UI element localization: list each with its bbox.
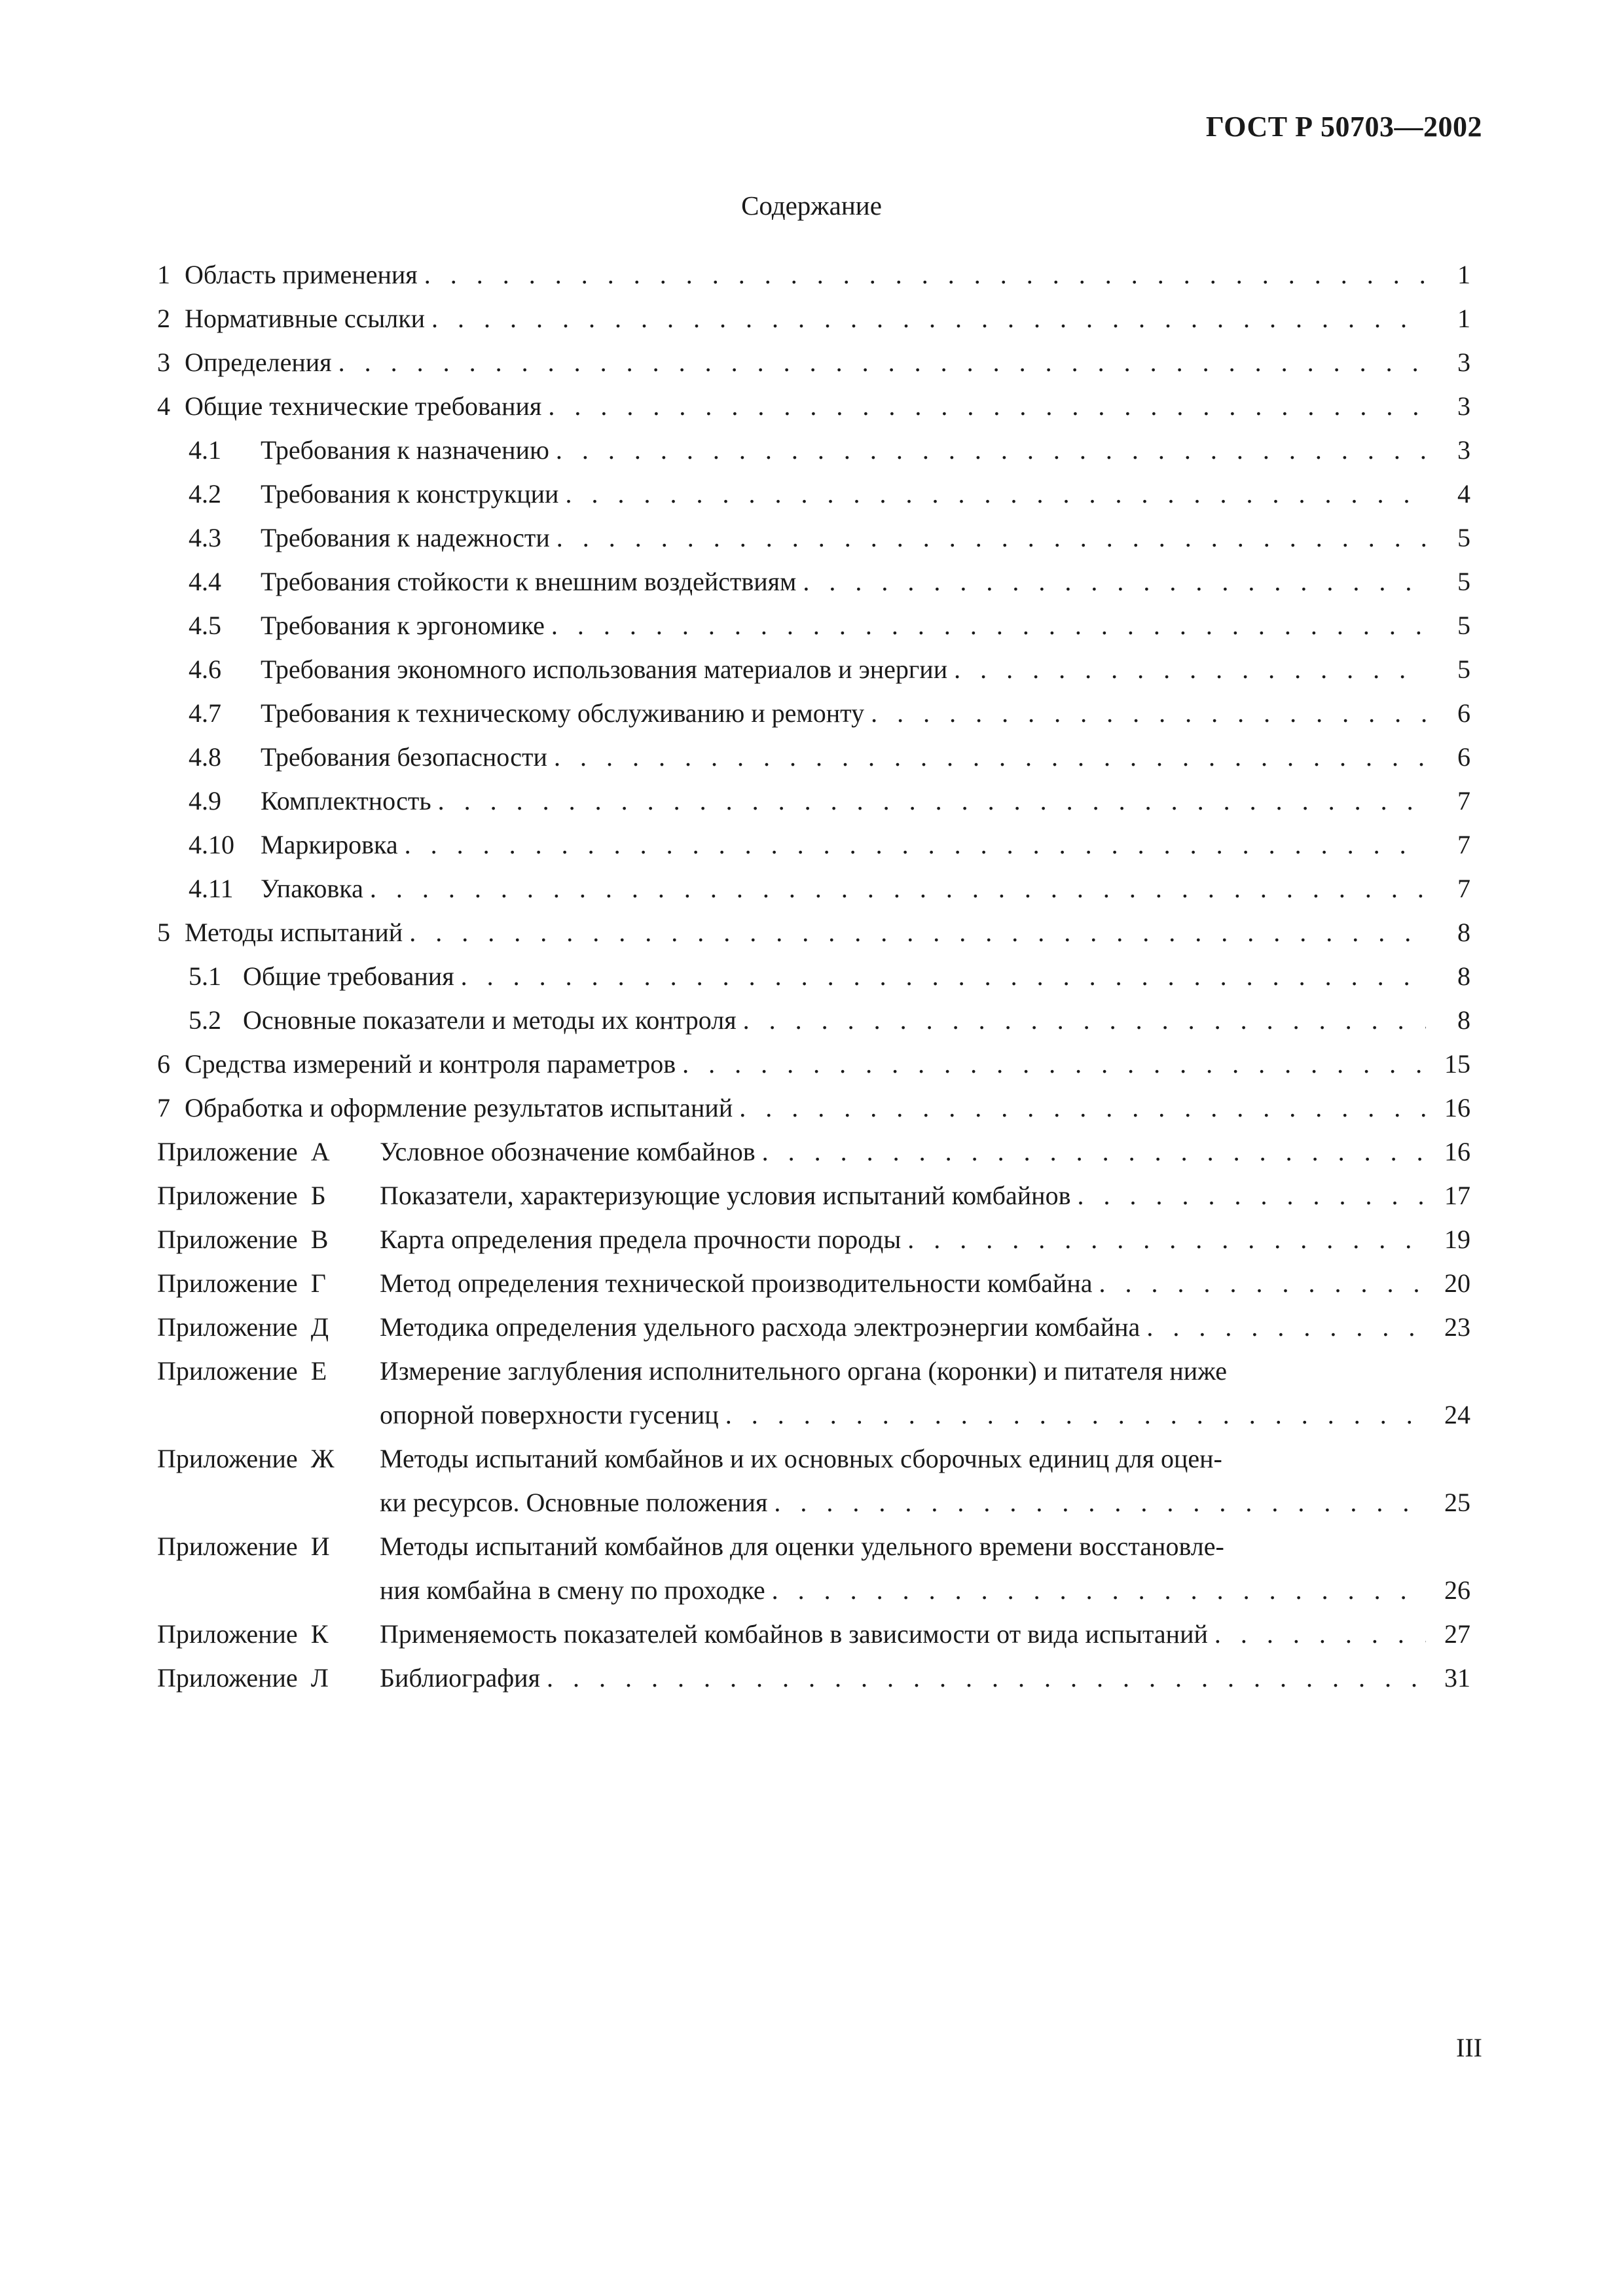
toc-entry-4-2[interactable] [157,472,1470,516]
toc-leader [725,1393,1426,1437]
toc-entry-4-9[interactable] [157,779,1470,823]
toc-entry-4-6[interactable] [157,647,1470,691]
appendix-label: Приложение К [157,1619,329,1649]
toc-leader [803,560,1426,603]
toc-appendix-b[interactable] [157,1174,1470,1217]
toc-entry-1[interactable] [157,253,1470,296]
toc-text: Библиография [380,1663,540,1693]
toc-entry-4[interactable] [157,384,1470,428]
toc-text: Определения [185,348,332,377]
toc-leader [772,1568,1426,1612]
toc-leader [461,954,1426,998]
toc-page: 23 [1444,1312,1470,1342]
toc-text: Нормативные ссылки [185,304,426,333]
toc-number: 6 [157,1049,170,1079]
toc-leader [424,253,1426,296]
toc-page: 4 [1457,479,1470,509]
toc-leader [762,1130,1426,1174]
toc-leader [556,516,1426,560]
toc-page: 5 [1457,655,1470,684]
toc-leader [431,296,1426,340]
toc-entry-5-2[interactable] [157,998,1470,1042]
toc-title: Содержание [741,190,882,221]
toc-leader [739,1086,1426,1130]
toc-appendix-l[interactable] [157,1656,1470,1700]
toc-text: Карта определения предела прочности породы [380,1225,902,1254]
toc-text: Условное обозначение комбайнов [380,1137,756,1166]
toc-leader [547,1656,1426,1700]
toc-leader [554,735,1426,779]
toc-page: 24 [1444,1400,1470,1429]
toc-entry-7[interactable] [157,1086,1470,1130]
toc-page: 3 [1457,348,1470,377]
toc-leader [565,472,1426,516]
toc-text: Требования к эргономике [261,611,545,640]
toc-text: Комплектность [261,786,431,816]
toc-entry-3[interactable] [157,340,1470,384]
toc-text-continued: опорной поверхности гусениц [380,1400,719,1429]
toc-entry-4-11[interactable] [157,867,1470,910]
toc-text: Маркировка [261,830,398,859]
toc-entry-5[interactable] [157,910,1470,954]
toc-text: Требования безопасности [261,742,547,772]
appendix-label: Приложение И [157,1532,330,1561]
toc-appendix-a[interactable] [157,1130,1470,1174]
toc-number: 4 [157,391,170,421]
toc-leader [405,823,1426,867]
document-id: ГОСТ Р 50703—2002 [1205,111,1482,143]
toc-entry-2[interactable] [157,296,1470,340]
toc-appendix-v[interactable] [157,1217,1470,1261]
toc-number: 4.9 [189,786,221,816]
toc-number: 2 [157,304,170,333]
toc-entry-4-7[interactable] [157,691,1470,735]
toc-page: 5 [1457,523,1470,552]
table-of-contents [157,253,1470,1700]
toc-number: 4.10 [189,830,234,859]
toc-text: Методы испытаний комбайнов и их основных сборочных единиц для оцен- [380,1444,1222,1473]
toc-text: Требования стойкости к внешним воздействиям [261,567,797,596]
toc-entry-6[interactable] [157,1042,1470,1086]
toc-page: 26 [1444,1575,1470,1605]
toc-page: 6 [1457,698,1470,728]
toc-text-continued: ния комбайна в смену по проходке [380,1575,765,1605]
toc-leader [551,603,1426,647]
toc-text: Общие требования [243,961,454,991]
toc-number: 5.2 [189,1005,221,1035]
toc-page: 6 [1457,742,1470,772]
toc-appendix-zh[interactable] [157,1437,1470,1524]
toc-number: 4.6 [189,655,221,684]
toc-leader [370,867,1426,910]
toc-text: Требования экономного использования материалов и энергии [261,655,948,684]
toc-entry-5-1[interactable] [157,954,1470,998]
toc-page: 16 [1444,1137,1470,1166]
toc-leader [338,340,1426,384]
toc-page: 5 [1457,611,1470,640]
toc-page: 15 [1444,1049,1470,1079]
toc-leader [907,1217,1426,1261]
toc-entry-4-8[interactable] [157,735,1470,779]
toc-text: Требования к назначению [261,435,549,465]
appendix-label: Приложение Г [157,1268,326,1298]
toc-page: 1 [1457,260,1470,289]
toc-page: 20 [1444,1268,1470,1298]
toc-entry-4-10[interactable] [157,823,1470,867]
toc-page: 3 [1457,391,1470,421]
toc-page: 19 [1444,1225,1470,1254]
toc-number: 5.1 [189,961,221,991]
toc-page: 31 [1444,1663,1470,1693]
toc-text-continued: ки ресурсов. Основные положения [380,1488,768,1517]
toc-text: Требования к конструкции [261,479,559,509]
toc-number: 4.3 [189,523,221,552]
toc-text: Методика определения удельного расхода электроэнергии комбайна [380,1312,1140,1342]
toc-page: 8 [1457,1005,1470,1035]
toc-number: 1 [157,260,170,289]
toc-number: 5 [157,918,170,947]
toc-text: Область применения [185,260,418,289]
toc-entry-4-5[interactable] [157,603,1470,647]
toc-leader [409,910,1426,954]
toc-page: 27 [1444,1619,1470,1649]
toc-number: 4.5 [189,611,221,640]
toc-number: 4.8 [189,742,221,772]
toc-appendix-d[interactable] [157,1305,1470,1349]
toc-text: Требования к техническому обслуживанию и ремонту [261,698,865,728]
toc-page: 8 [1457,961,1470,991]
toc-leader [1214,1612,1426,1656]
toc-leader [871,691,1426,735]
toc-text: Методы испытаний [185,918,403,947]
toc-appendix-e[interactable] [157,1349,1470,1437]
toc-leader [1146,1305,1426,1349]
appendix-label: Приложение В [157,1225,329,1254]
appendix-label: Приложение А [157,1137,330,1166]
toc-page: 7 [1457,830,1470,859]
toc-text: Требования к надежности [261,523,550,552]
toc-leader [1077,1174,1426,1217]
toc-number: 4.4 [189,567,221,596]
toc-text: Измерение заглубления исполнительного органа (коронки) и питателя ниже [380,1356,1228,1386]
appendix-label: Приложение Ж [157,1444,335,1473]
toc-text: Средства измерений и контроля параметров [185,1049,676,1079]
toc-page: 17 [1444,1181,1470,1210]
toc-page: 7 [1457,874,1470,903]
toc-text: Применяемость показателей комбайнов в зависимости от вида испытаний [380,1619,1208,1649]
toc-leader [774,1480,1426,1524]
toc-number: 3 [157,348,170,377]
toc-text: Общие технические требования [185,391,542,421]
toc-page: 5 [1457,567,1470,596]
toc-text: Метод определения технической производительности комбайна [380,1268,1093,1298]
toc-number: 4.1 [189,435,221,465]
toc-number: 4.7 [189,698,221,728]
toc-text: Упаковка [261,874,363,903]
toc-appendix-i[interactable] [157,1524,1470,1612]
toc-number: 4.11 [189,874,234,903]
appendix-label: Приложение Д [157,1312,329,1342]
toc-leader [682,1042,1426,1086]
toc-page: 16 [1444,1093,1470,1122]
toc-leader [438,779,1426,823]
appendix-label: Приложение Е [157,1356,327,1386]
toc-number: 4.2 [189,479,221,509]
toc-leader [954,647,1426,691]
toc-entry-4-4[interactable] [157,560,1470,603]
toc-page: 25 [1444,1488,1470,1517]
toc-page: 7 [1457,786,1470,816]
toc-page: 8 [1457,918,1470,947]
toc-page: 3 [1457,435,1470,465]
toc-text: Методы испытаний комбайнов для оценки удельного времени восстановле- [380,1532,1224,1561]
toc-appendix-g[interactable] [157,1261,1470,1305]
appendix-label: Приложение Б [157,1181,326,1210]
toc-number: 7 [157,1093,170,1122]
toc-entry-4-3[interactable] [157,516,1470,560]
toc-text: Обработка и оформление результатов испытаний [185,1093,733,1122]
toc-text: Показатели, характеризующие условия испытаний комбайнов [380,1181,1071,1210]
toc-leader [743,998,1426,1042]
toc-leader [556,428,1426,472]
toc-appendix-k[interactable] [157,1612,1470,1656]
toc-entry-4-1[interactable] [157,428,1470,472]
toc-page: 1 [1457,304,1470,333]
toc-leader [548,384,1426,428]
appendix-label: Приложение Л [157,1663,329,1693]
page-number: III [1456,2033,1482,2062]
toc-text: Основные показатели и методы их контроля [243,1005,737,1035]
toc-leader [1099,1261,1427,1305]
